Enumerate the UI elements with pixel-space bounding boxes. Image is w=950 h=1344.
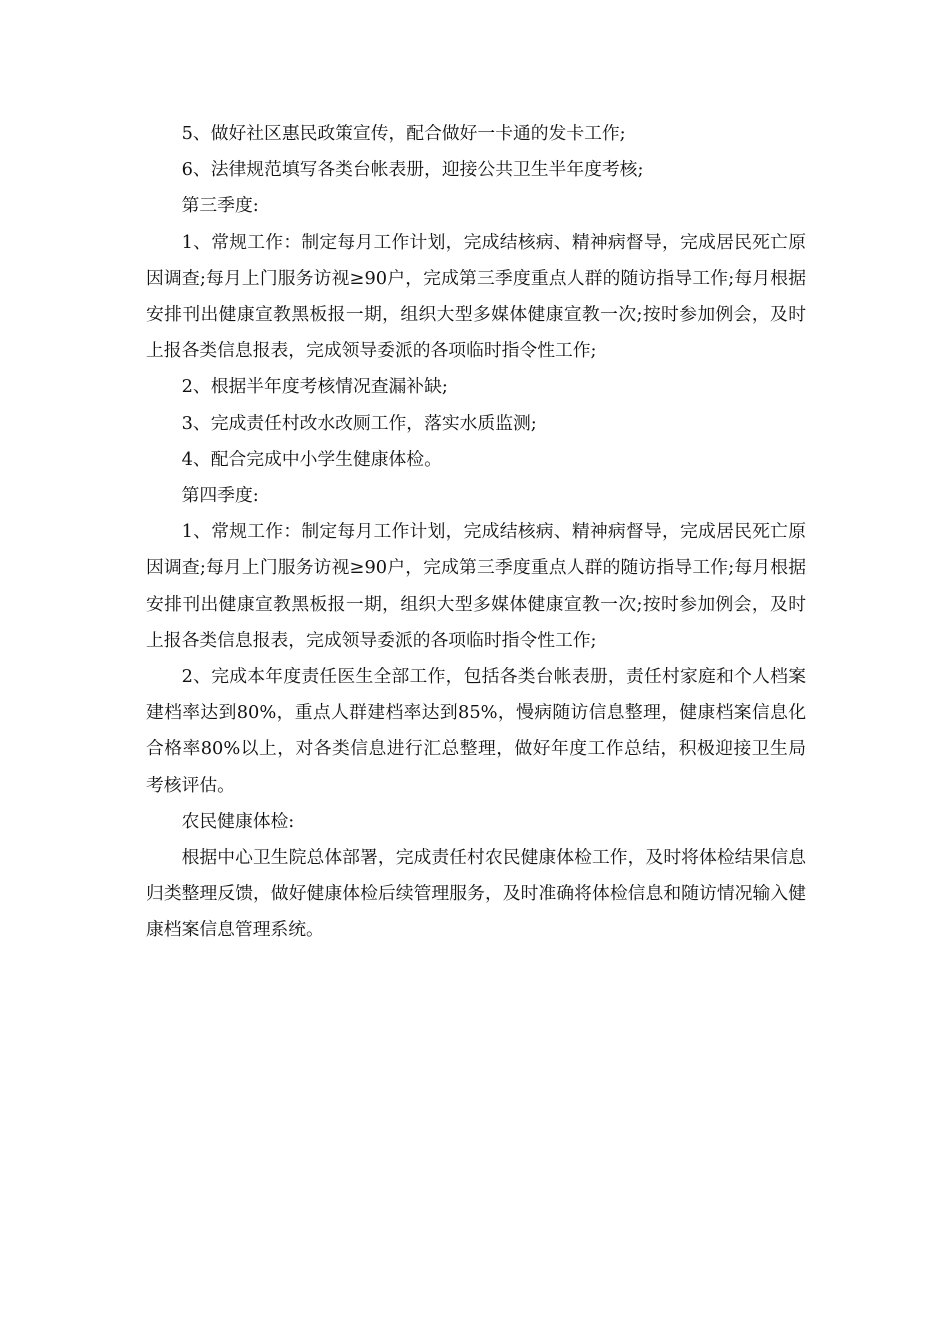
q3-item-1-routine-work: 1、常规工作：制定每月工作计划，完成结核病、精神病督导，完成居民死亡原因调查;每月上门服务访视≥90户，完成第三季度重点人群的随访指导工作;每月根据安排刊出健康宣教黑板报一期，组织大型多媒体健康宣教一次;按时参加例会，及时上报各类信息报表，完成领导委派的各项临时指令性工作; <box>146 231 806 362</box>
farmer-checkup-paragraph: 根据中心卫生院总体部署，完成责任村农民健康体检工作，及时将体检结果信息归类整理反馈，做好健康体检后续管理服务，及时准确将体检信息和随访情况输入健康档案信息管理系统。 <box>146 847 806 941</box>
heading-farmer-health-checkup: 农民健康体检: <box>181 810 295 832</box>
item-5-policy-publicity: 5、做好社区惠民政策宣传，配合做好一卡通的发卡工作; <box>181 123 626 144</box>
heading-third-quarter: 第三季度: <box>181 195 259 217</box>
q4-item-2-annual-work: 2、完成本年度责任医生全部工作，包括各类台帐表册，责任村家庭和个人档案建档率达到80%，重点人群建档率达到85%，慢病随访信息整理，健康档案信息化合格率80%以上，对各类信息进行汇总整理，做好年度工作总结，积极迎接卫生局考核评估。 <box>146 666 806 796</box>
document-body <box>146 116 806 949</box>
item-6-forms-assessment: 6、法律规范填写各类台帐表册，迎接公共卫生半年度考核; <box>181 159 644 181</box>
heading-fourth-quarter: 第四季度: <box>181 485 259 507</box>
q3-item-2-review: 2、根据半年度考核情况查漏补缺; <box>181 376 448 398</box>
q3-item-3-water-sanitation: 3、完成责任村改水改厕工作，落实水质监测; <box>181 412 537 434</box>
q3-item-4-student-checkup: 4、配合完成中小学生健康体检。 <box>181 448 442 470</box>
q4-item-1-routine-work: 1、常规工作：制定每月工作计划，完成结核病、精神病督导，完成居民死亡原因调查;每月上门服务访视≥90户，完成第三季度重点人群的随访指导工作;每月根据安排刊出健康宣教黑板报一期，组织大型多媒体健康宣教一次;按时参加例会，及时上报各类信息报表，完成领导委派的各项临时指令性工作; <box>146 521 806 651</box>
